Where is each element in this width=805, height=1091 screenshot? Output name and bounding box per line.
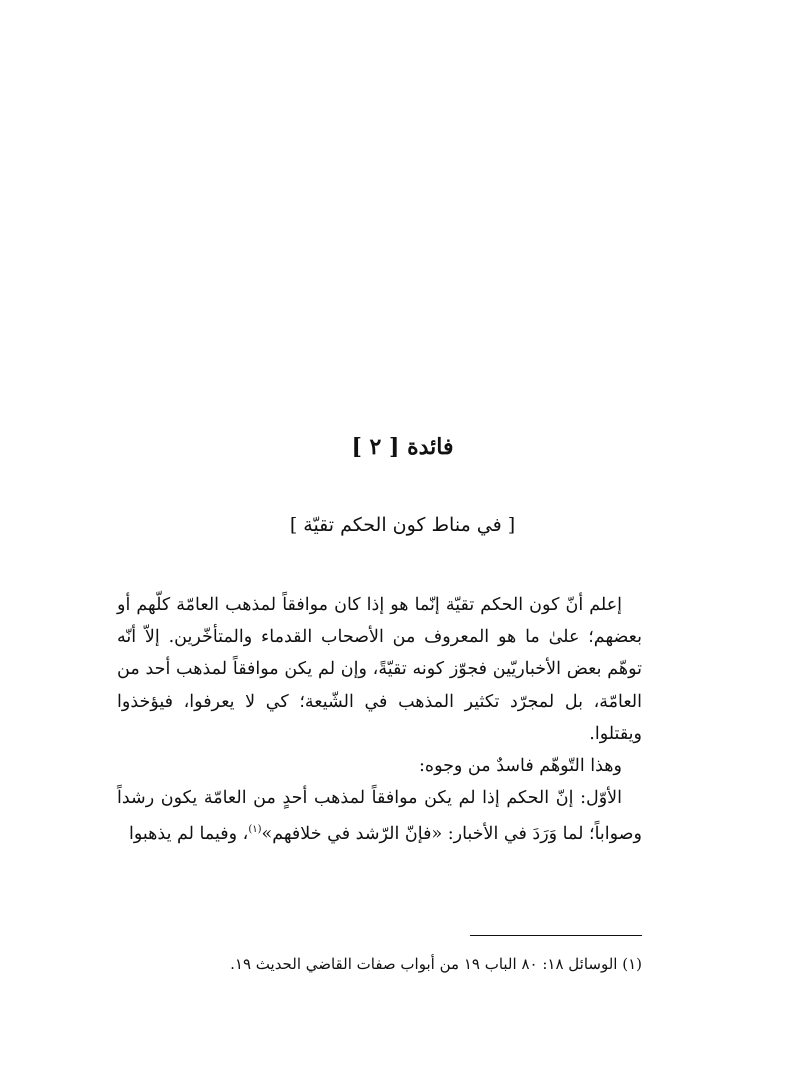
paragraph-first-reason: [117, 782, 642, 850]
footnote-divider: [470, 935, 642, 936]
section-title: فائدة [ ٢ ]: [351, 434, 454, 460]
paragraph-claim: وهذا التّوهّم فاسدٌ من وجوه:: [419, 756, 622, 777]
paragraph-first-reason-tail: ، وفيما لم يذهبوا: [128, 824, 249, 845]
body-text: [117, 589, 642, 850]
footnote-marker: (١): [248, 824, 262, 836]
paragraph-intro: إعلم أنّ كون الحكم تقيّة إنّما هو إذا كان موافقاً لمذهب العامّة كلّهم أو بعضهم؛ علىٰ ما هو المعروف من الأصحاب القدماء والمتأخّرين. إلاّ أنّه توهّم بعض الأخباريّين فجوّز كونه تقيّةً، وإن لم يكن موافقاً لمذهب أحد من العامّة، بل لمجرّد تكثير المذهب في الشّيعة؛ كي لا يعرفوا، فيؤخذوا ويقتلوا.: [117, 595, 642, 744]
footnote: (١) الوسائل ١٨: ٨٠ الباب ١٩ من أبواب صفات القاضي الحديث ١٩.: [230, 955, 642, 973]
section-subtitle: [ في مناط كون الحكم تقيّة ]: [289, 514, 516, 536]
paragraph-first-reason-text: الأوّل: إنّ الحكم إذا لم يكن موافقاً لمذهب أحدٍ من العامّة يكون رشداً وصواباً؛ لما وَرَدَ في الأخبار: «فإنّ الرّشد في خلافهم»: [117, 788, 642, 845]
